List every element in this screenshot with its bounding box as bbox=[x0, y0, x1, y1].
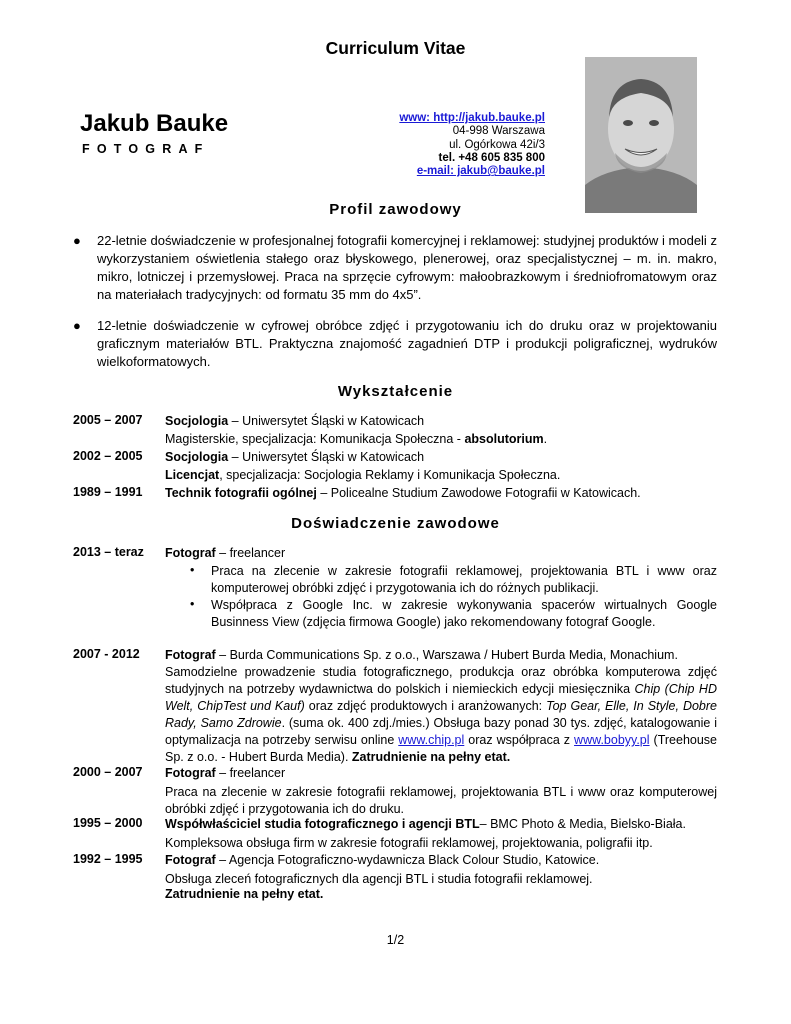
education-detail: Magisterskie, specjalizacja: Komunikacja Społeczna - absolutorium. bbox=[165, 432, 548, 446]
job-bullet: Praca na zlecenie w zakresie fotografii reklamowej, projektowania BTL i www oraz komputerowej obróbki zdjęć i przygotowania ich do różnych publikacji. bbox=[211, 564, 717, 595]
email-link[interactable]: e-mail: jakub@bauke.pl bbox=[416, 165, 545, 178]
job-description: Samodzielne prowadzenie studia fotograficznego, produkcja oraz obróbka komputerowa zdjęć studyjnych na potrzeby wydawnictwa do polskich i niemieckich edycji miesięcznika Chip (Chip HD Welt, ChipTest und Kauf) oraz zdjęć produktowych i aranżowanych: Top Gear, Elle, In Style, Dobre Rady, Samo Zdrowie. (suma ok. 400 zdj./mies.) Obsługa bazy ponad 30 tys. zdjęć, katalogowanie i optymalizacja na potrzeby serwisu online www.chip.pl oraz współpraca z www.bobyy.pl (Treehouse Sp. z o.o. - Hubert Burda Media). Zatrudnienie na pełny etat. bbox=[165, 665, 717, 764]
employment-note: Zatrudnienie na pełny etat. bbox=[165, 887, 324, 901]
education-entry: Socjologia – Uniwersytet Śląski w Katowicach bbox=[165, 450, 425, 464]
job-description: Praca na zlecenie w zakresie fotografii reklamowej, projektowania BTL i www oraz komputerowej obróbki zdjęć i przygotowania ich do druku. bbox=[165, 785, 717, 816]
bullet-icon: ● bbox=[73, 318, 81, 333]
education-entry: Socjologia – Uniwersytet Śląski w Katowicach bbox=[165, 414, 425, 428]
education-years: 2002 – 2005 bbox=[73, 449, 143, 463]
education-years: 2005 – 2007 bbox=[73, 413, 143, 427]
job-title: Fotograf – Agencja Fotograficzno-wydawnicza Black Colour Studio, Katowice. bbox=[165, 853, 600, 867]
person-name: Jakub Bauke bbox=[80, 110, 229, 137]
job-years: 1995 – 2000 bbox=[73, 816, 143, 830]
education-detail: Licencjat, specjalizacja: Socjologia Reklamy i Komunikacja Społeczna. bbox=[165, 468, 561, 482]
bobyy-link[interactable]: www.bobyy.pl bbox=[574, 733, 650, 747]
job-years: 2013 – teraz bbox=[73, 545, 144, 559]
page-number: 1/2 bbox=[386, 933, 405, 947]
job-years: 2007 - 2012 bbox=[73, 647, 140, 661]
job-title: Fotograf – freelancer bbox=[165, 546, 286, 560]
job-title: Współwłaściciel studia fotograficznego i agencji BTL– BMC Photo & Media, Bielsko-Biała. bbox=[165, 817, 686, 831]
profile-heading: Profil zawodowy bbox=[329, 201, 462, 218]
profile-item: 22-letnie doświadczenie w profesjonalnej fotografii komercyjnej i reklamowej: studyjnej produktów i modeli z wykorzystaniem oświetlenia stałego oraz błyskowego, plenerowej, oraz specjalistycznej – m. in. makro, mikro, lotniczej i przemysłowej. Praca na sprzęcie cyfrowym: małoobrazkowym i średniofromatowym oraz na materiałach tradycyjnych: od formatu 35 mm do 4x5”. bbox=[97, 233, 717, 302]
portrait-photo bbox=[585, 57, 697, 213]
website-link[interactable]: www: http://jakub.bauke.pl bbox=[399, 112, 545, 124]
job-years: 1992 – 1995 bbox=[73, 852, 143, 866]
bullet-icon: • bbox=[190, 597, 195, 611]
chip-link[interactable]: www.chip.pl bbox=[398, 733, 465, 747]
education-heading: Wykształcenie bbox=[337, 383, 454, 400]
contact-postcode-city: 04-998 Warszawa bbox=[452, 125, 545, 138]
contact-phone: tel. +48 605 835 800 bbox=[438, 151, 545, 164]
document-title: Curriculum Vitae bbox=[325, 38, 466, 58]
experience-heading: Doświadczenie zawodowe bbox=[291, 515, 500, 532]
profession-label: FOTOGRAF bbox=[82, 142, 210, 156]
job-description: Obsługa zleceń fotograficznych dla agencji BTL i studia fotografii reklamowej. bbox=[165, 872, 593, 886]
education-entry: Technik fotografii ogólnej – Policealne Studium Zawodowe Fotografii w Katowicach. bbox=[165, 486, 641, 500]
bullet-icon: • bbox=[190, 563, 195, 577]
bullet-icon: ● bbox=[73, 233, 81, 248]
job-years: 2000 – 2007 bbox=[73, 765, 143, 779]
education-years: 1989 – 1991 bbox=[73, 485, 143, 499]
contact-street: ul. Ogórkowa 42i/3 bbox=[449, 138, 545, 151]
contact-block bbox=[360, 112, 545, 178]
job-title: Fotograf – freelancer bbox=[165, 766, 286, 780]
job-title: Fotograf – Burda Communications Sp. z o.o., Warszawa / Hubert Burda Media, Monachium. bbox=[165, 648, 678, 662]
job-bullet: Współpraca z Google Inc. w zakresie wykonywania spacerów wirtualnych Google Businness View (zdjęcia firmowa Google) jako rekomendowany fotograf Google. bbox=[211, 598, 717, 629]
job-description: Kompleksowa obsługa firm w zakresie fotografii reklamowej, projektowania, poligrafii itp. bbox=[165, 836, 653, 850]
profile-item: 12-letnie doświadczenie w cyfrowej obróbce zdjęć i przygotowaniu ich do druku oraz w projektowaniu graficznym materiałów BTL. Praktyczna znajomość zagadnień DTP i produkcji poligraficznej, wydruków wielkoformatowych. bbox=[97, 318, 717, 369]
